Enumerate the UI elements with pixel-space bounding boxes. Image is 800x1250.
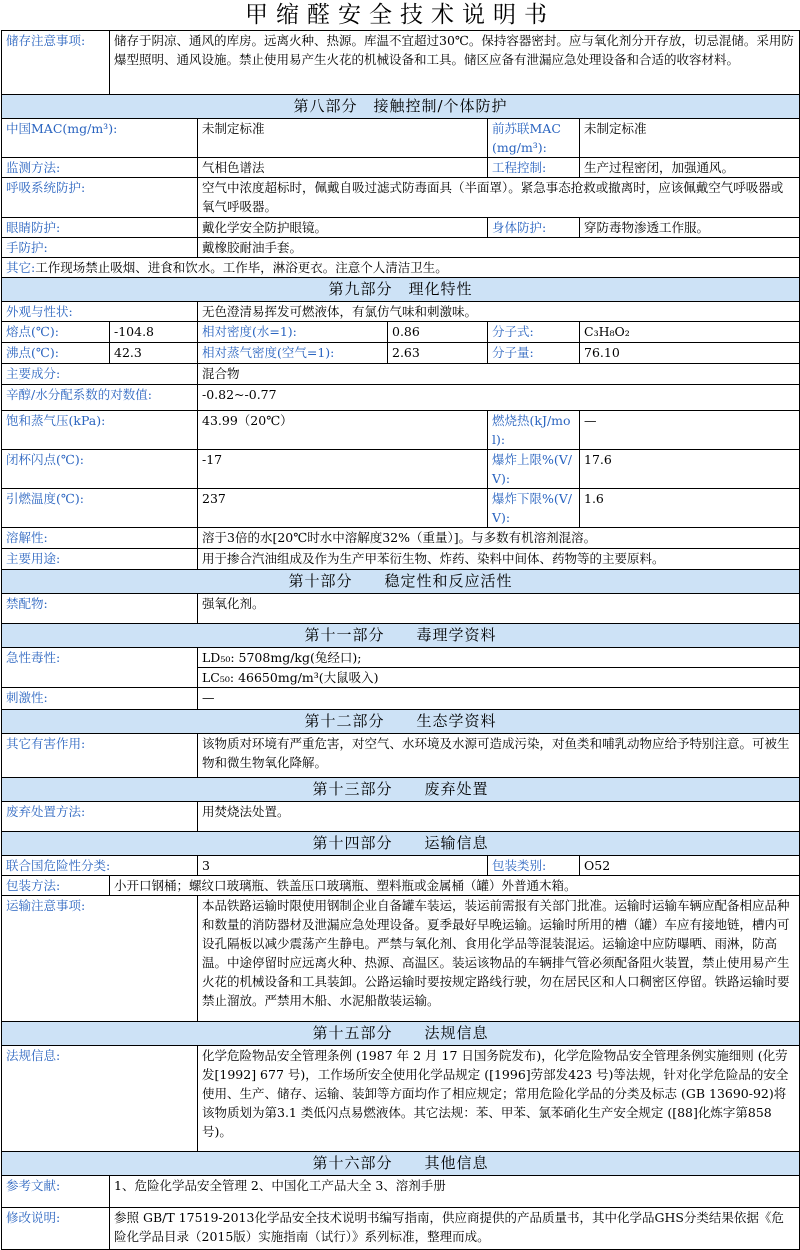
other-value: 工作现场禁止吸烟、进食和饮水。工作毕，淋浴更衣。注意个人清洁卫生。 bbox=[35, 260, 448, 275]
ignition-value: 237 bbox=[198, 489, 488, 528]
use-label: 主要用途: bbox=[2, 549, 198, 570]
appearance-value: 无色澄清易挥发可燃液体，有氯仿气味和刺激味。 bbox=[198, 302, 800, 322]
monitor-label: 监测方法: bbox=[2, 158, 198, 178]
transport-label: 运输注意事项: bbox=[2, 896, 198, 1022]
flash-label: 闭杯闪点(℃): bbox=[2, 450, 198, 489]
regulation-label: 法规信息: bbox=[2, 1046, 198, 1152]
heat-label: 燃烧热(kJ/mol): bbox=[488, 411, 580, 450]
eng-control-value: 生产过程密闭，加强通风。 bbox=[580, 158, 800, 178]
acute-label: 急性毒性: bbox=[2, 648, 198, 688]
appearance-label: 外观与性状: bbox=[2, 302, 198, 322]
vapor-density-label: 相对蒸气密度(空气=1): bbox=[198, 343, 388, 364]
mw-value: 76.10 bbox=[580, 343, 800, 364]
formula-value: C₃H₈O₂ bbox=[580, 322, 800, 343]
resp-value: 空气中浓度超标时，佩戴自吸过滤式防毒面具（半面罩）。紧急事态抢救或撤离时，应该佩戴空气呼吸器或氧气呼吸器。 bbox=[198, 178, 800, 218]
eco-other-value: 该物质对环境有严重危害，对空气、水环境及水源可造成污染，对鱼类和哺乳动物应给予特别注意。可被生物和微生物氧化降解。 bbox=[198, 734, 800, 778]
flash-value: -17 bbox=[198, 450, 488, 489]
hand-label: 手防护: bbox=[2, 238, 198, 258]
mac-su-label: 前苏联MAC(mg/m³): bbox=[488, 119, 580, 158]
sds-table bbox=[1, 30, 800, 1250]
references-label: 参考文献: bbox=[2, 1176, 110, 1208]
section-8-title: 第八部分 接触控制/个体防护 bbox=[2, 95, 800, 119]
pkg-cat-value: O52 bbox=[580, 856, 800, 876]
incompat-value: 强氧化剂。 bbox=[198, 594, 800, 624]
body-value: 穿防毒物渗透工作服。 bbox=[580, 218, 800, 238]
irritation-value: — bbox=[198, 688, 800, 710]
eco-other-label: 其它有害作用: bbox=[2, 734, 198, 778]
section-13-title: 第十三部分 废弃处置 bbox=[2, 778, 800, 802]
mp-label: 熔点(℃): bbox=[2, 322, 110, 343]
pkg-value: 小开口钢桶；螺纹口玻璃瓶、铁盖压口玻璃瓶、塑料瓶或金属桶（罐）外普通木箱。 bbox=[110, 876, 800, 896]
un-class-label: 联合国危险性分类: bbox=[2, 856, 198, 876]
solubility-label: 溶解性: bbox=[2, 528, 198, 549]
solubility-value: 溶于3倍的水[20℃时水中溶解度32%（重量）]。与多数有机溶剂混溶。 bbox=[198, 528, 800, 549]
hand-value: 戴橡胶耐油手套。 bbox=[198, 238, 800, 258]
vapor-density-value: 2.63 bbox=[388, 343, 488, 364]
formula-label: 分子式: bbox=[488, 322, 580, 343]
pkg-label: 包装方法: bbox=[2, 876, 110, 896]
ignition-label: 引燃温度(℃): bbox=[2, 489, 198, 528]
other-label: 其它: bbox=[6, 260, 36, 275]
irritation-label: 刺激性: bbox=[2, 688, 198, 710]
body-label: 身体防护: bbox=[488, 218, 580, 238]
vapor-pressure-label: 饱和蒸气压(kPa): bbox=[2, 411, 198, 450]
lc50-value: LC₅₀: 46650mg/m³(大鼠吸入) bbox=[198, 668, 800, 688]
section-15-title: 第十五部分 法规信息 bbox=[2, 1022, 800, 1046]
lel-value: 1.6 bbox=[580, 489, 800, 528]
composition-label: 主要成分: bbox=[2, 364, 198, 385]
section-16-title: 第十六部分 其他信息 bbox=[2, 1152, 800, 1176]
mw-label: 分子量: bbox=[488, 343, 580, 364]
incompat-label: 禁配物: bbox=[2, 594, 198, 624]
heat-value: — bbox=[580, 411, 800, 450]
uel-value: 17.6 bbox=[580, 450, 800, 489]
section-10-title: 第十部分 稳定性和反应活性 bbox=[2, 570, 800, 594]
mac-cn-label: 中国MAC(mg/m³): bbox=[2, 119, 198, 158]
section-14-title: 第十四部分 运输信息 bbox=[2, 832, 800, 856]
rel-density-value: 0.86 bbox=[388, 322, 488, 343]
eye-value: 戴化学安全防护眼镜。 bbox=[198, 218, 488, 238]
regulation-value: 化学危险物品安全管理条例 (1987 年 2 月 17 日国务院发布)，化学危险物品安全管理条例实施细则 (化劳发[1992] 677 号)，工作场所安全使用化学品规定 ([1996]劳部发423 号)等法规，针对化学危险品的安全使用、生产、储存、运输、装卸等方面均作了相应规定；常用危险化学品的分类及标志 (GB 13690-92)将该物质划为第3.1 类低闪点易燃液体。其它法规：苯、甲苯、氯苯硝化生产安全规定 ([88]化炼字第858 号)。 bbox=[198, 1046, 800, 1152]
mac-su-value: 未制定标准 bbox=[580, 119, 800, 158]
storage-label: 储存注意事项: bbox=[2, 31, 110, 95]
section-9-title: 第九部分 理化特性 bbox=[2, 278, 800, 302]
pkg-cat-label: 包装类别: bbox=[488, 856, 580, 876]
eye-label: 眼睛防护: bbox=[2, 218, 198, 238]
revision-label: 修改说明: bbox=[2, 1208, 110, 1250]
mac-cn-value: 未制定标准 bbox=[198, 119, 488, 158]
other-protection bbox=[2, 258, 800, 278]
un-class-value: 3 bbox=[198, 856, 488, 876]
uel-label: 爆炸上限%(V/V): bbox=[488, 450, 580, 489]
logp-value: -0.82~-0.77 bbox=[198, 385, 800, 411]
use-value: 用于掺合汽油组成及作为生产甲苯衍生物、炸药、染料中间体、药物等的主要原料。 bbox=[198, 549, 800, 570]
bp-label: 沸点(℃): bbox=[2, 343, 110, 364]
section-11-title: 第十一部分 毒理学资料 bbox=[2, 624, 800, 648]
revision-value: 参照 GB/T 17519-2013化学品安全技术说明书编写指南，供应商提供的产品质量书，其中化学品GHS分类结果依据《危险化学品目录（2015版）实施指南（试行）》系列标准，整理而成。 bbox=[110, 1208, 800, 1250]
section-12-title: 第十二部分 生态学资料 bbox=[2, 710, 800, 734]
disposal-value: 用焚烧法处置。 bbox=[198, 802, 800, 832]
logp-label: 辛醇/水分配系数的对数值: bbox=[2, 385, 198, 411]
lel-label: 爆炸下限%(V/V): bbox=[488, 489, 580, 528]
resp-label: 呼吸系统防护: bbox=[2, 178, 198, 218]
monitor-value: 气相色谱法 bbox=[198, 158, 488, 178]
composition-value: 混合物 bbox=[198, 364, 800, 385]
bp-value: 42.3 bbox=[110, 343, 198, 364]
references-value: 1、危险化学品安全管理 2、中国化工产品大全 3、溶剂手册 bbox=[110, 1176, 800, 1208]
transport-value: 本品铁路运输时限使用钢制企业自备罐车装运，装运前需报有关部门批准。运输时运输车辆应配备相应品种和数量的消防器材及泄漏应急处理设备。夏季最好早晚运输。运输时所用的槽（罐）车应有接地链，槽内可设孔隔板以减少震荡产生静电。严禁与氧化剂、食用化学品等混装混运。运输途中应防曝晒、雨淋，防高温。中途停留时应远离火种、热源、高温区。装运该物品的车辆排气管必须配备阻火装置，禁止使用易产生火花的机械设备和工具装卸。公路运输时要按规定路线行驶，勿在居民区和人口稠密区停留。铁路运输时要禁止溜放。严禁用木船、水泥船散装运输。 bbox=[198, 896, 800, 1022]
mp-value: -104.8 bbox=[110, 322, 198, 343]
disposal-label: 废弃处置方法: bbox=[2, 802, 198, 832]
eng-control-label: 工程控制: bbox=[488, 158, 580, 178]
rel-density-label: 相对密度(水=1): bbox=[198, 322, 388, 343]
ld50-value: LD₅₀: 5708mg/kg(兔经口); bbox=[198, 648, 800, 668]
document-title: 甲缩醛安全技术说明书 bbox=[245, 2, 555, 28]
vapor-pressure-value: 43.99（20℃） bbox=[198, 411, 488, 450]
storage-text: 储存于阴凉、通风的库房。远离火种、热源。库温不宜超过30℃。保持容器密封。应与氧化剂分开存放，切忌混储。采用防爆型照明、通风设施。禁止使用易产生火花的机械设备和工具。储区应备有泄漏应急处理设备和合适的收容材料。 bbox=[110, 31, 800, 95]
